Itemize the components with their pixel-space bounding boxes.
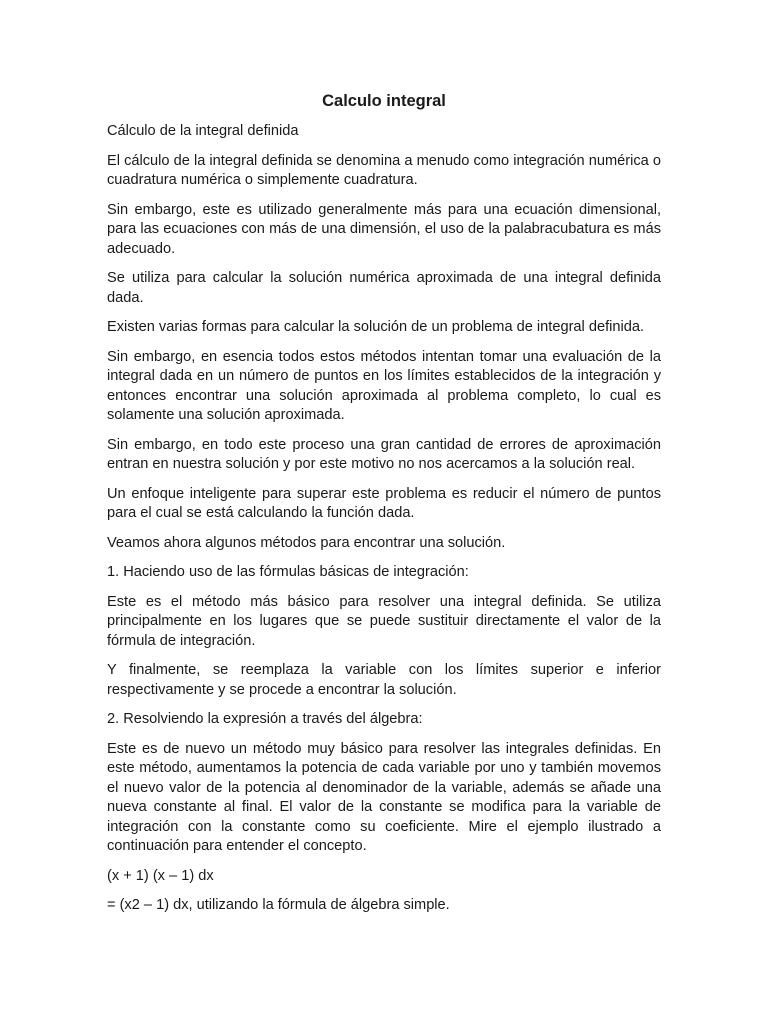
paragraph: Sin embargo, en esencia todos estos métodos intentan tomar una evaluación de la integral dada en un número de puntos en los límites establecidos de la integración y entonces encontrar una solución aproximada al problema completo, lo cual es solamente una solución aproximada.: [107, 348, 661, 423]
paragraph: Se utiliza para calcular la solución numérica aproximada de una integral definida dada.: [107, 270, 661, 306]
paragraph: Y finalmente, se reemplaza la variable con los límites superior e inferior respectivamente y se procede a encontrar la solución.: [107, 662, 661, 698]
list-heading: 2. Resolviendo la expresión a través del álgebra:: [107, 711, 423, 727]
formula-line: (x + 1) (x – 1) dx: [107, 867, 214, 884]
list-heading: 1. Haciendo uso de las fórmulas básicas de integración:: [107, 564, 469, 580]
paragraph: El cálculo de la integral definida se denomina a menudo como integración numérica o cuadratura numérica o simplemente cuadratura.: [107, 152, 661, 188]
document-page: [107, 90, 661, 926]
paragraph: Este es de nuevo un método muy básico para resolver las integrales definidas. En este método, aumentamos la potencia de cada variable por uno y también movemos el nuevo valor de la potencia al denominador de la variable, además se añade una nueva constante al final. El valor de la constante se modifica para la variable de integración con la constante como su coeficiente. Mire el ejemplo ilustrado a continuación para entender el concepto.: [107, 740, 661, 854]
paragraph: Veamos ahora algunos métodos para encontrar una solución.: [107, 534, 506, 551]
paragraph: Un enfoque inteligente para superar este problema es reducir el número de puntos para el cual se está calculando la función dada.: [107, 485, 661, 521]
paragraph: Sin embargo, este es utilizado generalmente más para una ecuación dimensional, para las ecuaciones con más de una dimensión, el uso de la palabracubatura es más adecuado.: [107, 201, 661, 257]
paragraph: Este es el método más básico para resolver una integral definida. Se utiliza principalmente en los lugares que se puede sustituir directamente el valor de la fórmula de integración.: [107, 593, 661, 649]
paragraph: Sin embargo, en todo este proceso una gran cantidad de errores de aproximación entran en nuestra solución y por este motivo no nos acercamos a la solución real.: [107, 436, 661, 472]
section-heading: Cálculo de la integral definida: [107, 123, 299, 139]
paragraph: Existen varias formas para calcular la solución de un problema de integral definida.: [107, 319, 645, 335]
formula-line: = (x2 – 1) dx, utilizando la fórmula de álgebra simple.: [107, 897, 450, 913]
document-title: Calculo integral: [322, 92, 446, 110]
